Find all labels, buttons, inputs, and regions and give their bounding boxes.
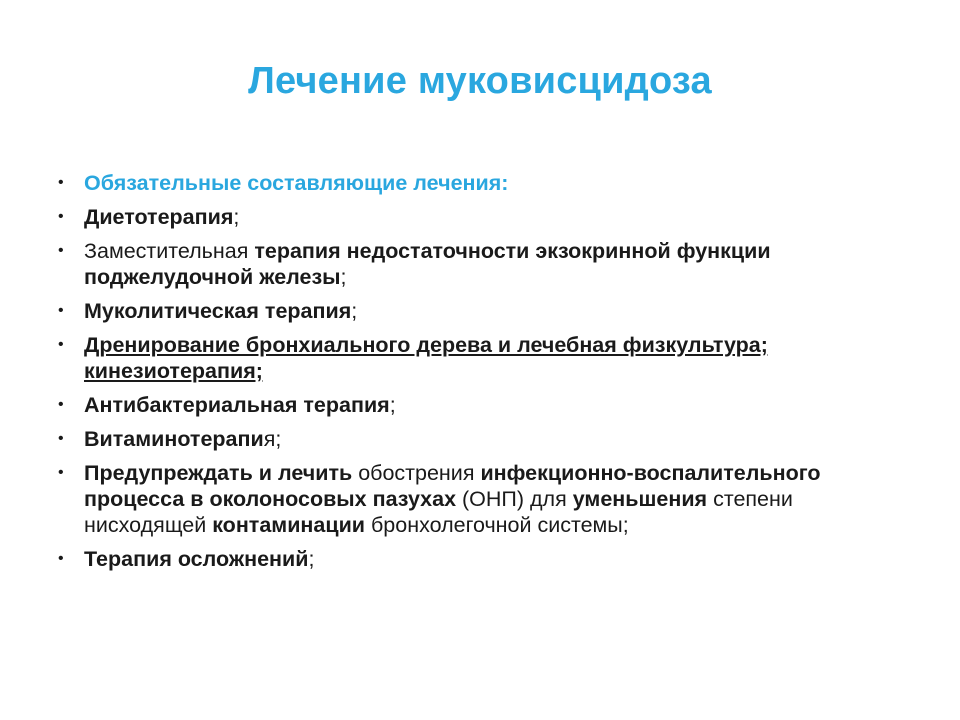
- bullet-text-run: ;: [233, 205, 240, 229]
- bullet-item: [58, 392, 918, 418]
- bullet-text-run: терапия недостаточности экзокринной функции поджелудочной железы: [84, 239, 771, 289]
- bullet-text-run: Предупреждать и лечить: [84, 461, 353, 485]
- bullet-text-run: Муколитическая терапия: [84, 299, 352, 323]
- bullet-dot-icon: •: [58, 550, 64, 567]
- bullet-item: [58, 426, 918, 452]
- bullet-text-run: Терапия осложнений: [84, 547, 309, 571]
- bullet-text-run: степени нисходящей: [84, 487, 793, 537]
- bullet-dot-icon: •: [58, 174, 64, 191]
- bullet-text-run: Диетотерапия: [84, 205, 234, 229]
- bullet-dot-icon: •: [58, 396, 64, 413]
- bullet-item: [58, 204, 918, 230]
- bullet-item: [58, 238, 918, 290]
- slide-title: Лечение муковисцидоза: [248, 60, 712, 102]
- bullet-dot-icon: •: [58, 430, 64, 447]
- bullet-text-run: ;: [340, 265, 347, 289]
- bullet-text-run: ;: [389, 393, 396, 417]
- bullet-item: [58, 546, 918, 572]
- bullet-text-run: бронхолегочной системы;: [365, 513, 629, 537]
- bullet-text-run: (ОНП) для: [456, 487, 573, 511]
- bullet-dot-icon: •: [58, 302, 64, 319]
- bullet-text-run: Витаминотерапи: [84, 427, 264, 451]
- bullet-dot-icon: •: [58, 242, 64, 259]
- bullet-list: [58, 170, 918, 580]
- bullet-item: [58, 332, 918, 384]
- bullet-text-run: инфекционно-воспалительного процесса в околоносовых пазухах: [84, 461, 821, 511]
- bullet-dot-icon: •: [58, 336, 64, 353]
- bullet-item: [58, 170, 918, 196]
- bullet-text-run: ;: [351, 299, 358, 323]
- bullet-dot-icon: •: [58, 208, 64, 225]
- bullet-dot-icon: •: [58, 464, 64, 481]
- bullet-text-run: я;: [263, 427, 282, 451]
- bullet-item: [58, 460, 918, 538]
- bullet-text-run: Обязательные составляющие лечения:: [84, 171, 509, 195]
- bullet-text-run: уменьшения: [572, 487, 708, 511]
- bullet-text-run: Заместительная: [84, 239, 255, 263]
- bullet-text-run: Дренирование бронхиального дерева и лечебная физкультура; кинезиотерапия;: [84, 333, 768, 383]
- bullet-text-run: обострения: [352, 461, 481, 485]
- bullet-text-run: контаминации: [212, 513, 366, 537]
- bullet-text-run: ;: [308, 547, 315, 571]
- bullet-text-run: Антибактериальная терапия: [84, 393, 390, 417]
- bullet-item: [58, 298, 918, 324]
